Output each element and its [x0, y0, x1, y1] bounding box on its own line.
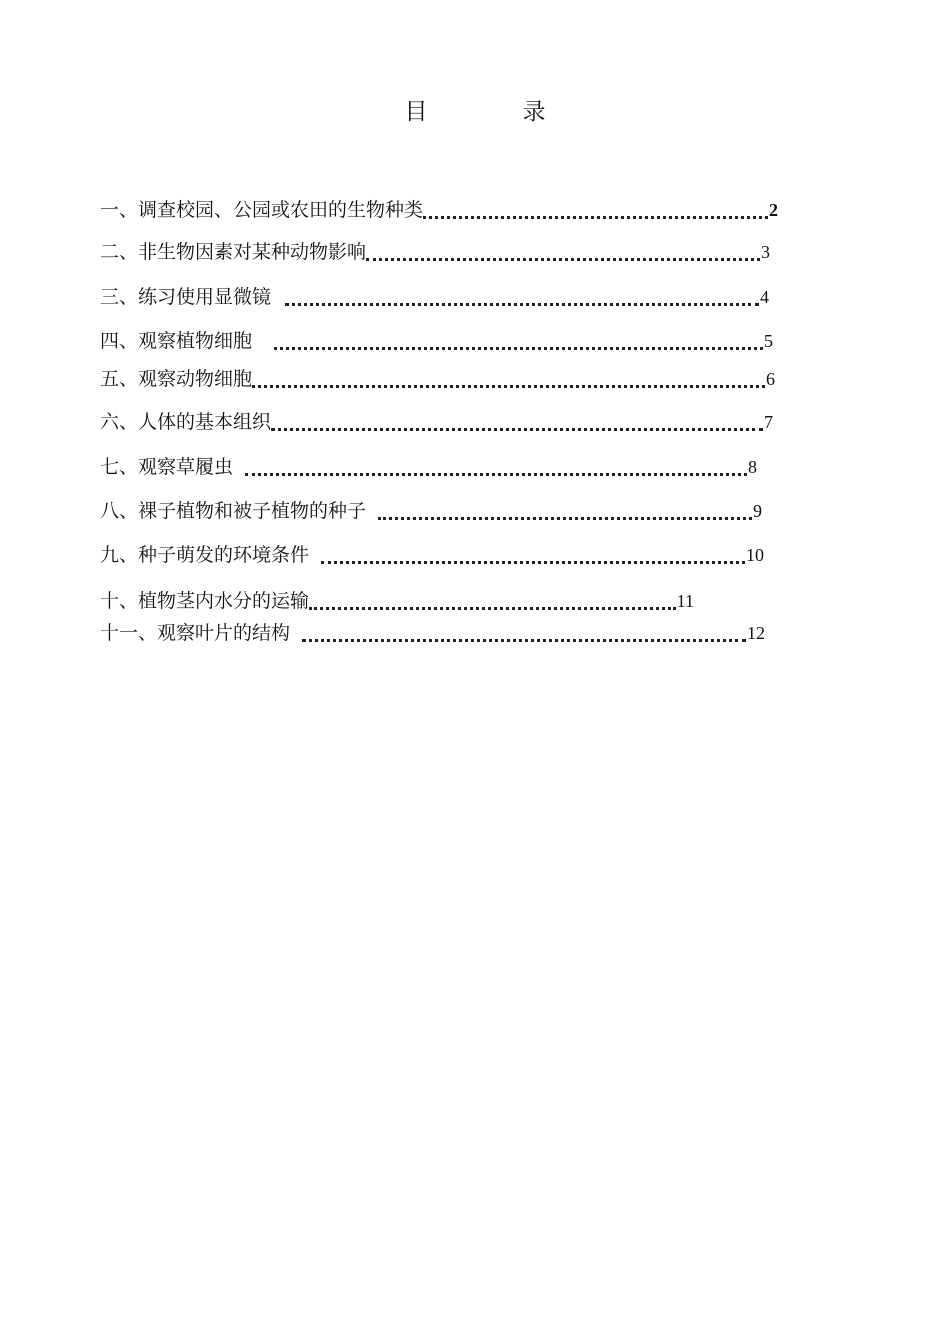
- toc-entry-page: 5: [764, 331, 773, 351]
- toc-leader-dots: [245, 473, 747, 476]
- toc-entry-page: 4: [760, 287, 769, 307]
- toc-entry-label: 三、练习使用显微镜: [100, 286, 272, 308]
- toc-entry[interactable]: [100, 541, 764, 567]
- toc-entry[interactable]: [100, 619, 765, 645]
- toc-entry[interactable]: [100, 497, 762, 523]
- toc-leader-dots: [285, 303, 759, 306]
- toc-leader-dots: [271, 428, 763, 431]
- toc-entry-label: 七、观察草履虫: [100, 456, 234, 478]
- toc-entry-label: 四、观察植物细胞: [100, 330, 253, 352]
- toc-entry-label: 八、裸子植物和被子植物的种子: [100, 500, 367, 522]
- toc-entry-page: 12: [747, 623, 765, 643]
- toc-leader-dots: [366, 258, 760, 261]
- toc-leader-dots: [423, 216, 768, 219]
- toc-entry[interactable]: [100, 587, 694, 613]
- toc-entry-page: 10: [746, 545, 764, 565]
- toc-entry[interactable]: [100, 453, 757, 479]
- toc-entry-label: 十、植物茎内水分的运输: [100, 590, 310, 612]
- toc-entry[interactable]: [100, 408, 773, 434]
- toc-entry-page: 6: [766, 369, 775, 389]
- toc-entry-label: 五、观察动物细胞: [100, 368, 253, 390]
- toc-entry[interactable]: [100, 327, 773, 353]
- toc-leader-dots: [321, 561, 745, 564]
- toc-leader-dots: [378, 517, 752, 520]
- toc-entry-label: 十一、观察叶片的结构: [100, 622, 291, 644]
- toc-entry[interactable]: [100, 196, 778, 222]
- toc-entry-page: 8: [748, 457, 757, 477]
- toc-leader-dots: [309, 607, 676, 610]
- toc-entry-page: 7: [764, 412, 773, 432]
- toc-entry-page: 11: [676, 591, 694, 611]
- toc-leader-dots: [302, 639, 746, 642]
- toc-entry-page: 9: [753, 501, 762, 521]
- toc-entry[interactable]: [100, 283, 769, 309]
- toc-leader-dots: [274, 347, 763, 350]
- toc-leader-dots: [252, 385, 765, 388]
- page-title: 目 录: [404, 99, 582, 125]
- toc-entry-label: 九、种子萌发的环境条件: [100, 544, 310, 566]
- toc-entry[interactable]: [100, 365, 775, 391]
- toc-entry[interactable]: [100, 238, 770, 264]
- toc-entry-label: 六、人体的基本组织: [100, 411, 272, 433]
- toc-entry-page: 3: [761, 242, 770, 262]
- toc-entry-page: 2: [769, 200, 778, 220]
- toc-entry-label: 一、调查校园、公园或农田的生物种类: [100, 199, 424, 221]
- toc-entry-label: 二、非生物因素对某种动物影响: [100, 241, 367, 263]
